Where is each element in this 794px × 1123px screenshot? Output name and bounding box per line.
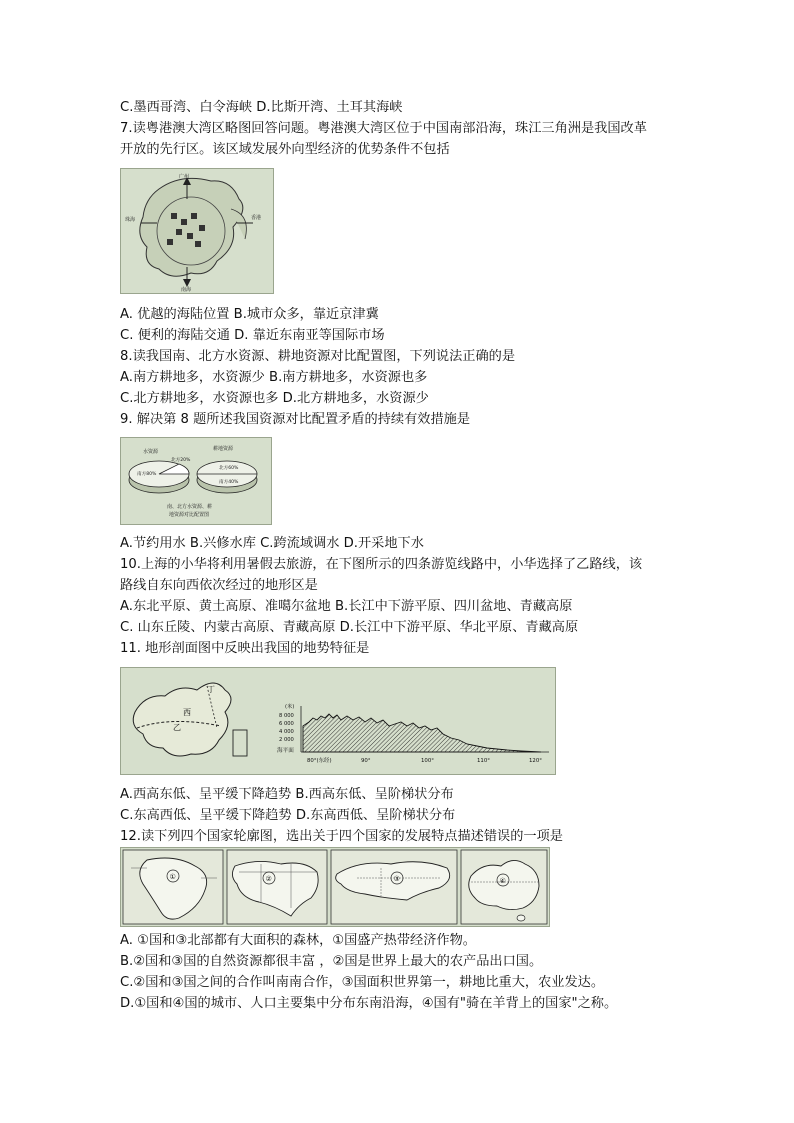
land-pie-north-label: 北方60% [219, 466, 239, 471]
profile-x-tick: 100° [421, 758, 434, 764]
q8-stem: 8.读我国南、北方水资源、耕地资源对比配置图，下列说法正确的是 [120, 349, 516, 364]
q11-option-ab: A.西高东低、呈平缓下降趋势 B.西高东低、呈阶梯状分布 [120, 787, 454, 802]
land-pie-south-label: 南方40% [219, 480, 239, 485]
q9-stem: 9. 解决第 8 题所述我国资源对比配置矛盾的持续有效措施是 [120, 412, 471, 427]
q7-option-cd: C. 便利的海陆交通 D. 靠近东南亚等国际市场 [120, 328, 385, 343]
map-label-ding: 丁 [207, 685, 215, 694]
q9-options: A.节约用水 B.兴修水库 C.跨流域调水 D.开采地下水 [120, 536, 424, 551]
land-pie-title: 耕地资源 [213, 446, 234, 452]
q10-option-cd: C. 山东丘陵、内蒙古高原、青藏高原 D.长江中下游平原、华北平原、青藏高原 [120, 620, 579, 635]
country-3-map [331, 850, 457, 924]
q12-stem: 12.读下列四个国家轮廓图，选出关于四个国家的发展特点描述错误的一项是 [120, 829, 563, 844]
q11-stem: 11. 地形剖面图中反映出我国的地势特征是 [120, 641, 370, 656]
country-4-map [461, 850, 547, 924]
profile-y-tick: 2 000 [279, 737, 294, 743]
q7-option-ab: A. 优越的海陆位置 B.城市众多，靠近京津冀 [120, 307, 379, 322]
q8-option-cd: C.北方耕地多，水资源也多 D.北方耕地多，水资源少 [120, 391, 429, 406]
profile-x-tick: 110° [477, 758, 490, 764]
q12-option-b: B.②国和③国的自然资源都很丰富 ，②国是世界上最大的农产品出口国。 [120, 954, 543, 969]
q7-stem-line2: 开放的先行区。该区域发展外向型经济的优势条件不包括 [120, 142, 450, 157]
china-map-outline [133, 683, 231, 756]
profile-x-tick: 120° [529, 758, 542, 764]
bay-label-north: 广州 [179, 174, 190, 180]
four-countries-figure [120, 847, 550, 927]
q6-option-cd: C.墨西哥湾、白令海峡 D.比斯开湾、土耳其海峡 [120, 100, 403, 115]
terrain-profile-shape [303, 714, 541, 752]
pie-caption-line1: 南、北方水资源、耕 [167, 504, 213, 510]
map-label-yi: 乙 [173, 723, 181, 732]
q10-stem-line2: 路线自东向西依次经过的地形区是 [120, 578, 318, 593]
q8-option-ab: A.南方耕地多，水资源少 B.南方耕地多，水资源也多 [120, 370, 428, 385]
q10-stem-line1: 10.上海的小华将利用暑假去旅游，在下图所示的四条游览线路中，小华选择了乙路线，该 [120, 557, 643, 572]
country-1-map [123, 850, 223, 924]
water-pie-south-label: 南方80% [137, 472, 157, 477]
country-label: ③ [393, 875, 400, 883]
q10-option-ab: A.东北平原、黄土高原、准噶尔盆地 B.长江中下游平原、四川盆地、青藏高原 [120, 599, 573, 614]
profile-unit: (米) [285, 704, 295, 710]
profile-sea-level: 海平面 [277, 748, 294, 754]
q12-option-d: D.①国和④国的城市、人口主要集中分布东南沿海，④国有"骑在羊背上的国家"之称。 [120, 996, 618, 1011]
q11-option-cd: C.东高西低、呈平缓下降趋势 D.东高西低、呈阶梯状分布 [120, 808, 456, 823]
profile-y-tick: 6 000 [279, 721, 294, 727]
water-pie-north-label: 北方20% [171, 458, 191, 463]
country-2-map [227, 850, 327, 924]
profile-x-tick: 90° [361, 758, 371, 764]
profile-y-tick: 4 000 [279, 729, 294, 735]
country-label: ② [265, 875, 272, 883]
resource-pie-figure [120, 437, 272, 525]
q7-stem-line1: 7.读粤港澳大湾区略图回答问题。粤港澳大湾区位于中国南部沿海，珠江三角洲是我国改革 [120, 121, 647, 136]
south-sea-inset [233, 730, 247, 756]
water-pie-title: 水资源 [143, 449, 159, 455]
terrain-profile-figure [120, 667, 556, 775]
country-label: ① [169, 873, 176, 881]
q12-option-c: C.②国和③国之间的合作叫南南合作，③国面积世界第一，耕地比重大，农业发达。 [120, 975, 605, 990]
profile-x-tick: 80°(东经) [307, 758, 332, 764]
bay-label-south: 南海 [181, 287, 192, 293]
bay-area-map [120, 168, 274, 294]
profile-y-tick: 8 000 [279, 713, 294, 719]
pie-caption-line2: 地资源对比配置图 [169, 512, 210, 518]
bay-label-west: 珠海 [125, 217, 136, 223]
map-label-west: 西 [183, 708, 191, 717]
bay-label-east: 香港 [251, 215, 262, 221]
country-label: ④ [499, 877, 506, 885]
q12-option-a: A. ①国和③北部都有大面积的森林，①国盛产热带经济作物。 [120, 933, 476, 948]
